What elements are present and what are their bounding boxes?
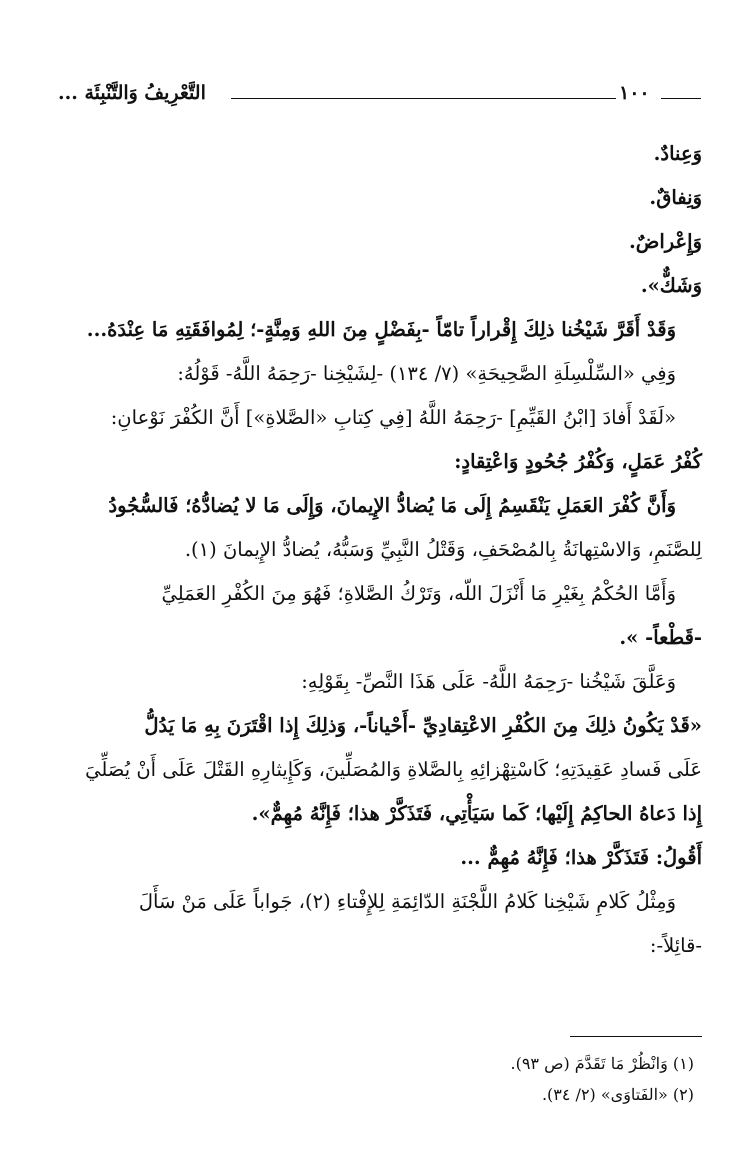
text-line: وَأَمَّا الحُكْمُ بِغَيْرِ مَا أَنْزَلَ اللّه، وَتَرْكُ الصَّلاةِ؛ فَهُوَ مِنَ الكُفْرِ العَمَلِيِّ (161, 582, 676, 605)
running-head (56, 78, 702, 116)
text-line: وَعِنادٌ. (653, 142, 702, 165)
text-line: -قائِلاً-: (649, 934, 702, 957)
footnote-separator (570, 1036, 702, 1037)
text-line: عَلَى فَسادِ عَقِيدَتِهِ؛ كَاسْتِهْزائِهِ بِالصَّلاةِ وَالمُصَلِّينَ، وَكَإِيثارِهِ القَتْلَ عَلَى أَنْ يُصَلِّيَ (85, 758, 702, 781)
text-line: وَأَنَّ كُفْرَ العَمَلِ يَنْقَسِمُ إِلَى مَا يُضادُّ الإِيمانَ، وَإِلَى مَا لا يُضادُّهُ؛ فَالسُّجُودُ (108, 494, 676, 517)
text-line: -قَطْعاً- ». (619, 626, 702, 649)
text-line: وَإِعْراضٌ. (628, 230, 702, 253)
running-head-title: التَّعْرِيفُ وَالتَّنْبِئَة ... (58, 82, 206, 104)
text-line: وَفِي «السِّلْسِلَةِ الصَّحِيحَةِ» (٧/ ١٣٤) -لِشَيْخِنا -رَحِمَهُ اللَّهُ- قَوْلُهُ: (177, 362, 676, 385)
text-line: وَشَكٌّ». (640, 274, 702, 297)
footnotes (94, 1048, 694, 1110)
text-line: وَنِفاقٌ. (649, 186, 702, 209)
text-line: وَعَلَّقَ شَيْخُنا -رَحِمَهُ اللَّهُ- عَلَى هَذَا النَّصِّ- بِقَوْلِهِ: (301, 670, 676, 693)
running-head-rule-right (661, 98, 701, 99)
book-page (56, 78, 702, 1104)
text-line: كُفْرُ عَمَلٍ، وَكُفْرُ جُحُودٍ وَاعْتِقادٍ: (454, 450, 702, 473)
text-line: أَقُولُ: فَتَذَكَّرْ هذا؛ فَإِنَّهُ مُهِمٌّ ... (460, 846, 702, 869)
text-line: إِذا دَعاهُ الحاكِمُ إِلَيْها؛ كَما سَيَأْتِي، فَتَذَكَّرْ هذا؛ فَإِنَّهُ مُهِمٌّ». (251, 802, 702, 825)
text-line: «لَقَدْ أَفادَ [ابْنُ القَيِّمِ] -رَحِمَهُ اللَّهُ [فِي كِتابِ «الصَّلاةِ»] أَنَّ الكُفْرَ نَوْعانِ: (110, 406, 676, 429)
text-line: لِلصَّنَمِ، وَالاسْتِهانَةُ بِالمُصْحَفِ، وَقَتْلُ النَّبِيِّ وَسَبُّهُ، يُضادُّ الإِيمانَ (١). (184, 538, 702, 561)
running-head-rule (231, 98, 616, 99)
text-line: وَقَدْ أَقَرَّ شَيْخُنا ذلِكَ إِقْراراً تامّاً -بِفَضْلٍ مِنَ اللهِ وَمِنَّةٍ-؛ لِمُوافَقَتِهِ مَا عِنْدَهُ... (86, 318, 676, 341)
body-text (56, 132, 702, 968)
footnote: (٢) «الفَتاوَى» (٢/ ٣٤). (541, 1085, 694, 1104)
text-line: وَمِثْلُ كَلامِ شَيْخِنا كَلامُ اللَّجْنَةِ الدّائِمَةِ لِلإِفْتاءِ (٢)، جَواباً عَلَى مَنْ سَأَلَ (138, 890, 676, 913)
footnote: (١) وَانْظُرْ مَا تَقَدَّمَ (ص ٩٣). (510, 1054, 694, 1073)
page-number: ١٠٠ (619, 82, 650, 104)
text-line: «قَدْ يَكُونُ ذلِكَ مِنَ الكُفْرِ الاعْتِقادِيِّ -أَحْياناً-، وَذلِكَ إِذا اقْتَرَنَ بِهِ مَا يَدُلُّ (144, 714, 702, 737)
